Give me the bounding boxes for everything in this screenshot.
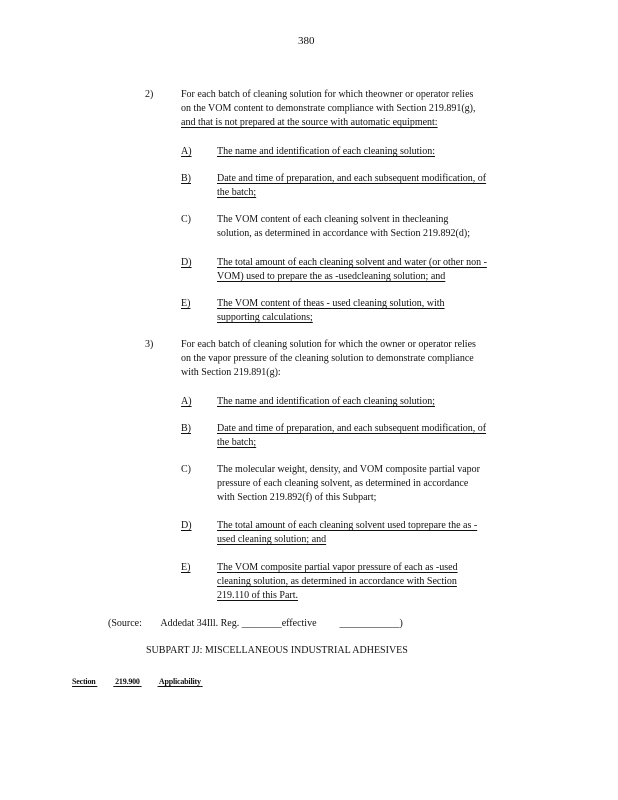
item-3b-line-2: the batch;	[217, 437, 257, 448]
item-2-line-2: on the VOM content to demonstrate compliance with Section 219.891(g),	[181, 103, 476, 114]
item-2c-text	[217, 213, 470, 241]
item-2b-line-2: the batch;	[217, 187, 257, 198]
source-effective: effective	[281, 618, 317, 629]
section-title: Applicability	[158, 677, 201, 686]
item-2-line-3: and that is not prepared at the source with automatic equipment:	[181, 117, 438, 128]
item-2e-letter: E)	[181, 298, 191, 309]
source-text: Addedat 34Ill. Reg.	[160, 618, 240, 629]
item-3e-line-2: cleaning solution, as determined in accordance with Section	[217, 576, 457, 587]
item-3-line-2: on the vapor pressure of the cleaning solution to demonstrate compliance	[181, 353, 474, 364]
item-2a-letter: A)	[181, 146, 192, 157]
item-2d-line-1: The total amount of each cleaning solvent and water (or other non -	[217, 257, 487, 268]
subpart-heading: SUBPART JJ: MISCELLANEOUS INDUSTRIAL ADHESIVES	[146, 645, 408, 656]
item-3-line-3: with Section 219.891(g):	[181, 367, 281, 378]
source-blank-2: ____________	[339, 618, 400, 629]
item-3d-letter: D)	[181, 520, 192, 531]
item-2-text	[181, 88, 475, 130]
item-2e-line-2: supporting calculations;	[217, 312, 313, 323]
source-blank-1: ________	[241, 618, 282, 629]
source-close: )	[399, 618, 403, 629]
item-2a-text	[217, 145, 435, 159]
item-2-number: 2)	[145, 89, 154, 100]
item-3-line-1: For each batch of cleaning solution for which the owner or operator relies	[181, 339, 476, 350]
item-3e-text	[217, 561, 458, 603]
page-number: 380	[298, 35, 315, 47]
item-2b-line-1: Date and time of preparation, and each subsequent modification, of	[217, 173, 487, 184]
item-3b-line-1: Date and time of preparation, and each subsequent modification, of	[217, 423, 487, 434]
item-2e-line-1: The VOM content of theas - used cleaning solution, with	[217, 298, 445, 309]
item-3e-letter: E)	[181, 562, 191, 573]
item-2c-letter: C)	[181, 214, 191, 225]
item-3-text	[181, 338, 476, 380]
source-label: (Source:	[108, 618, 142, 629]
item-3c-letter: C)	[181, 464, 191, 475]
item-2a-line-1: The name and identification of each cleaning solution:	[217, 146, 435, 157]
item-3c-line-2: pressure of each cleaning solvent, as determined in accordance	[217, 478, 469, 489]
item-2-line-1: For each batch of cleaning solution for which theowner or operator relies	[181, 89, 474, 100]
section-label: Section	[72, 677, 96, 686]
item-3b-letter: B)	[181, 423, 191, 434]
item-2e-text	[217, 297, 445, 325]
section-heading	[72, 675, 226, 689]
item-3e-line-1: The VOM composite partial vapor pressure of each as -used	[217, 562, 458, 573]
item-3a-line-1: The name and identification of each cleaning solution;	[217, 396, 435, 407]
item-3a-text	[217, 395, 435, 409]
item-3d-line-1: The total amount of each cleaning solvent used toprepare the as -	[217, 520, 478, 531]
item-3c-text	[217, 463, 480, 505]
item-2b-letter: B)	[181, 173, 191, 184]
section-number: 219.900	[115, 677, 140, 686]
item-2d-line-2: VOM) used to prepare the as -usedcleaning solution; and	[217, 271, 446, 282]
item-3a-letter: A)	[181, 396, 192, 407]
item-3e-line-3: 219.110 of this Part.	[217, 590, 299, 601]
item-3d-line-2: used cleaning solution; and	[217, 534, 327, 545]
item-3c-line-3: with Section 219.892(f) of this Subpart;	[217, 492, 377, 503]
item-3b-text	[217, 422, 486, 450]
item-3d-text	[217, 519, 477, 547]
item-2b-text	[217, 172, 486, 200]
item-2c-line-1: The VOM content of each cleaning solvent in thecleaning	[217, 214, 449, 225]
source-note	[108, 617, 403, 631]
item-3-number: 3)	[145, 339, 154, 350]
item-2c-line-2: solution, as determined in accordance with Section 219.892(d);	[217, 228, 470, 239]
item-3c-line-1: The molecular weight, density, and VOM composite partial vapor	[217, 464, 480, 475]
item-2d-text	[217, 256, 487, 284]
item-2d-letter: D)	[181, 257, 192, 268]
